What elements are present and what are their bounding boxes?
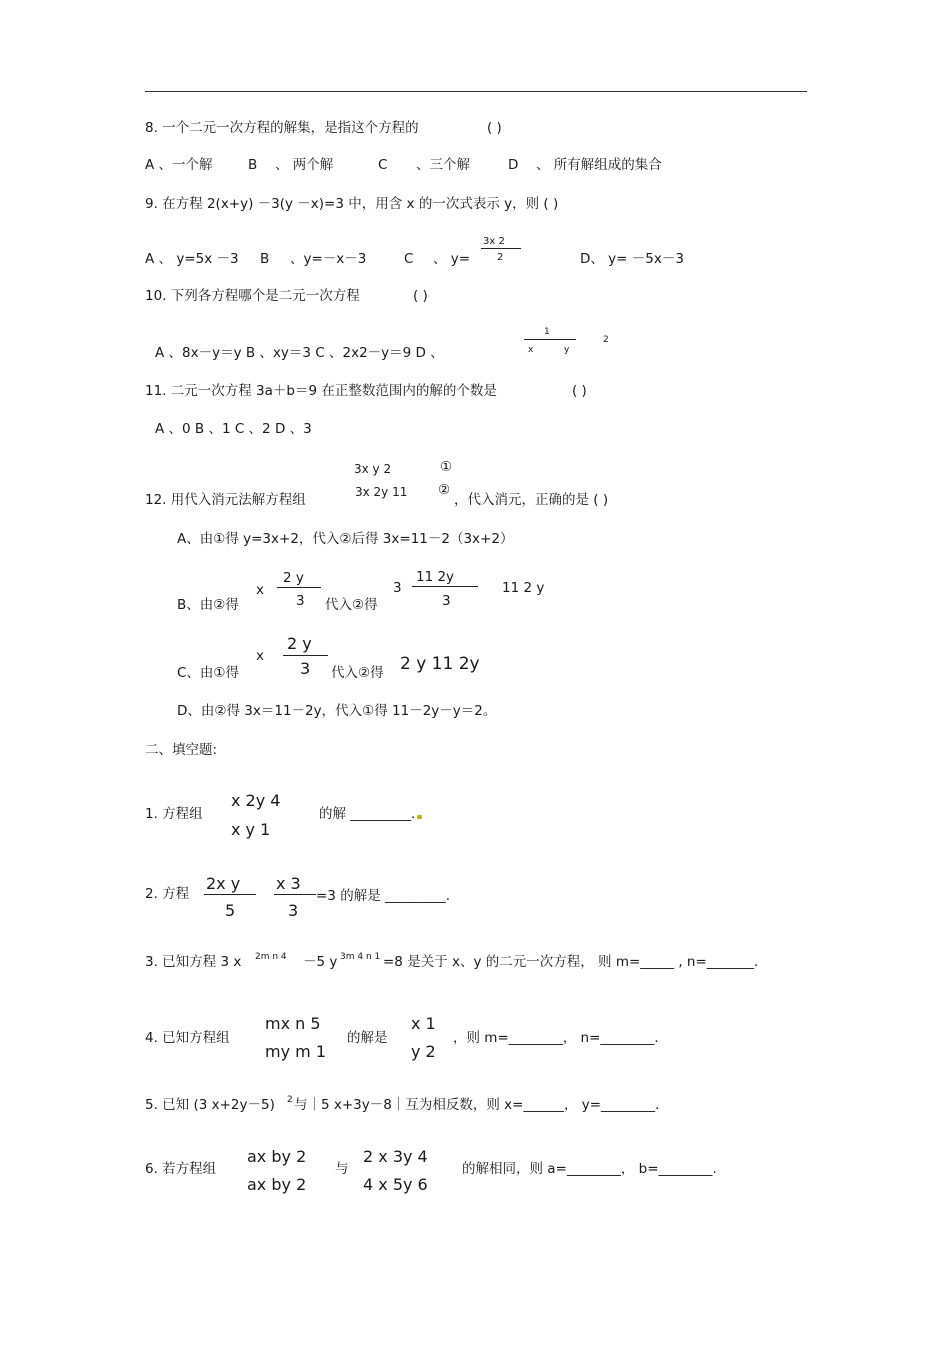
q9-stem: 9. 在方程 2(x+y) －3(y －x)=3 中，用含 x 的一次式表示 y，则 ( ) xyxy=(145,196,559,212)
f4-mid: 的解是 xyxy=(347,1030,388,1046)
f4-solution-line-2: y 2 xyxy=(411,1042,436,1061)
highlight-mark xyxy=(417,815,422,819)
f1-system-line-1: x 2y 4 xyxy=(231,791,281,810)
q12-option-c-fraction-bar xyxy=(283,655,328,656)
q11-stem: 11. 二元一次方程 3a＋b＝9 在正整数范围内的解的个数是 xyxy=(145,383,497,399)
f3-exponent-2: 3m 4 n 1 xyxy=(340,952,381,962)
q8-option-b: 、 两个解 xyxy=(275,157,334,173)
f6-system-2-line-2: 4 x 5y 6 xyxy=(363,1175,428,1194)
q12-option-c-denominator: 3 xyxy=(300,659,311,678)
q10-fraction-bar xyxy=(524,339,576,340)
q12-option-b-label: B、由②得 xyxy=(177,597,239,613)
f3-label: 3. 已知方程 3 x xyxy=(145,954,242,970)
q12-stem: 12. 用代入消元法解方程组 xyxy=(145,492,306,508)
q9-fraction-bar xyxy=(481,248,521,249)
q9-option-c-letter: C xyxy=(404,251,414,267)
q12-option-b-rhs: 11 2 y xyxy=(502,580,545,596)
f5-label: 5. 已知 (3 x+2y－5) xyxy=(145,1097,275,1113)
q9-fraction-denominator: 2 xyxy=(497,252,504,263)
q12-option-c-mid: 代入②得 xyxy=(331,665,384,681)
q12-option-b-fraction-bar-2 xyxy=(412,586,478,587)
f2-tail: =3 的解是 _________. xyxy=(316,888,451,904)
q12-circle-2: ② xyxy=(438,482,451,498)
q11-answer-paren: ( ) xyxy=(572,383,587,399)
q12-option-b-coef: 3 xyxy=(393,580,402,596)
q12-option-b-fraction-bar xyxy=(277,587,321,588)
f4-system-line-2: my m 1 xyxy=(265,1042,326,1061)
f6-tail: 的解相同，则 a=________， b=________. xyxy=(462,1161,717,1177)
q10-fraction-numerator: 1 xyxy=(544,327,550,337)
q8-stem: 8. 一个二元一次方程的解集，是指这个方程的 xyxy=(145,120,419,136)
q8-option-a: A 、一个解 xyxy=(145,157,213,173)
header-rule xyxy=(145,91,807,92)
q9-option-b: 、y=－x－3 xyxy=(290,251,367,267)
q9-option-c: 、 y= xyxy=(433,251,471,267)
f2-numerator-1: 2x y xyxy=(206,874,241,893)
q8-option-d: 、 所有解组成的集合 xyxy=(536,157,662,173)
q12-option-d: D、由②得 3x＝11－2y，代入①得 11－2y－y＝2。 xyxy=(177,703,497,719)
q8-option-c: 、三个解 xyxy=(416,157,470,173)
q8-answer-paren: ( ) xyxy=(487,120,502,136)
q12-option-c-rhs: 2 y 11 2y xyxy=(400,654,480,674)
q8-option-b-letter: B xyxy=(248,157,258,173)
q12-option-b-numerator: 2 y xyxy=(283,570,304,586)
q12-system-line-1: 3x y 2 xyxy=(354,462,392,476)
q12-stem-tail: ，代入消元，正确的是 ( ) xyxy=(454,492,609,508)
f4-solution-line-1: x 1 xyxy=(411,1014,436,1033)
f2-fraction-bar-1 xyxy=(204,894,256,895)
q12-option-c-label: C、由①得 xyxy=(177,665,240,681)
f6-system-2-line-1: 2 x 3y 4 xyxy=(363,1147,428,1166)
f6-system-1-line-2: ax by 2 xyxy=(247,1175,307,1194)
f3-mid: －5 y xyxy=(303,954,338,970)
f2-denominator-2: 3 xyxy=(288,901,299,920)
q12-system-line-2: 3x 2y 11 xyxy=(355,485,408,499)
q11-options: A 、0 B 、1 C 、2 D 、3 xyxy=(155,421,312,437)
f4-tail: ，则 m=________， n=________. xyxy=(453,1030,659,1046)
f6-mid: 与 xyxy=(335,1161,349,1177)
f5-tail: 与｜5 x+3y－8｜互为相反数，则 x=______， y=________. xyxy=(294,1097,660,1113)
f2-denominator-1: 5 xyxy=(225,901,236,920)
f3-exponent-1: 2m n 4 xyxy=(255,952,287,962)
q12-option-c-x: x xyxy=(256,648,264,664)
q9-fraction-numerator: 3x 2 xyxy=(483,236,505,247)
q12-option-b-denominator-2: 3 xyxy=(442,593,451,609)
q12-option-b-x: x xyxy=(256,582,264,598)
f6-system-1-line-1: ax by 2 xyxy=(247,1147,307,1166)
q10-tail: 2 xyxy=(603,335,609,345)
f5-exponent: 2 xyxy=(287,1095,293,1105)
f2-fraction-bar-2 xyxy=(274,894,316,895)
q12-option-b-denominator: 3 xyxy=(296,593,305,609)
f2-label: 2. 方程 xyxy=(145,886,190,902)
f6-label: 6. 若方程组 xyxy=(145,1161,217,1177)
f3-tail: =8 是关于 x、y 的二元一次方程， 则 m=_____ , n=_______. xyxy=(383,954,759,970)
q10-fraction-den-x: x xyxy=(528,345,534,355)
q12-circle-1: ① xyxy=(440,459,453,475)
f2-numerator-2: x 3 xyxy=(276,874,301,893)
q10-answer-paren: ( ) xyxy=(413,288,428,304)
q12-option-b-numerator-2: 11 2y xyxy=(416,569,455,585)
f4-label: 4. 已知方程组 xyxy=(145,1030,230,1046)
q9-option-b-letter: B xyxy=(260,251,270,267)
f4-system-line-1: mx n 5 xyxy=(265,1014,321,1033)
q9-option-d: D、 y= －5x－3 xyxy=(580,251,684,267)
q8-option-c-letter: C xyxy=(378,157,388,173)
q12-option-c-numerator: 2 y xyxy=(287,634,312,653)
q9-option-a: A 、 y=5x －3 xyxy=(145,251,239,267)
q8-option-d-letter: D xyxy=(508,157,519,173)
q10-fraction-den-y: y xyxy=(564,345,570,355)
f1-system-line-2: x y 1 xyxy=(231,820,271,839)
f1-label: 1. 方程组 xyxy=(145,806,203,822)
q12-option-b-mid: 代入②得 xyxy=(325,597,378,613)
q10-options: A 、8x－y＝y B 、xy＝3 C 、2x2－y＝9 D 、 xyxy=(155,345,444,361)
q12-option-a: A、由①得 y=3x+2，代入②后得 3x=11－2（3x+2） xyxy=(177,531,514,547)
f1-tail: 的解 _________. xyxy=(319,806,416,822)
q10-stem: 10. 下列各方程哪个是二元一次方程 xyxy=(145,288,360,304)
section-title-fill-in: 二、填空题: xyxy=(145,742,218,758)
